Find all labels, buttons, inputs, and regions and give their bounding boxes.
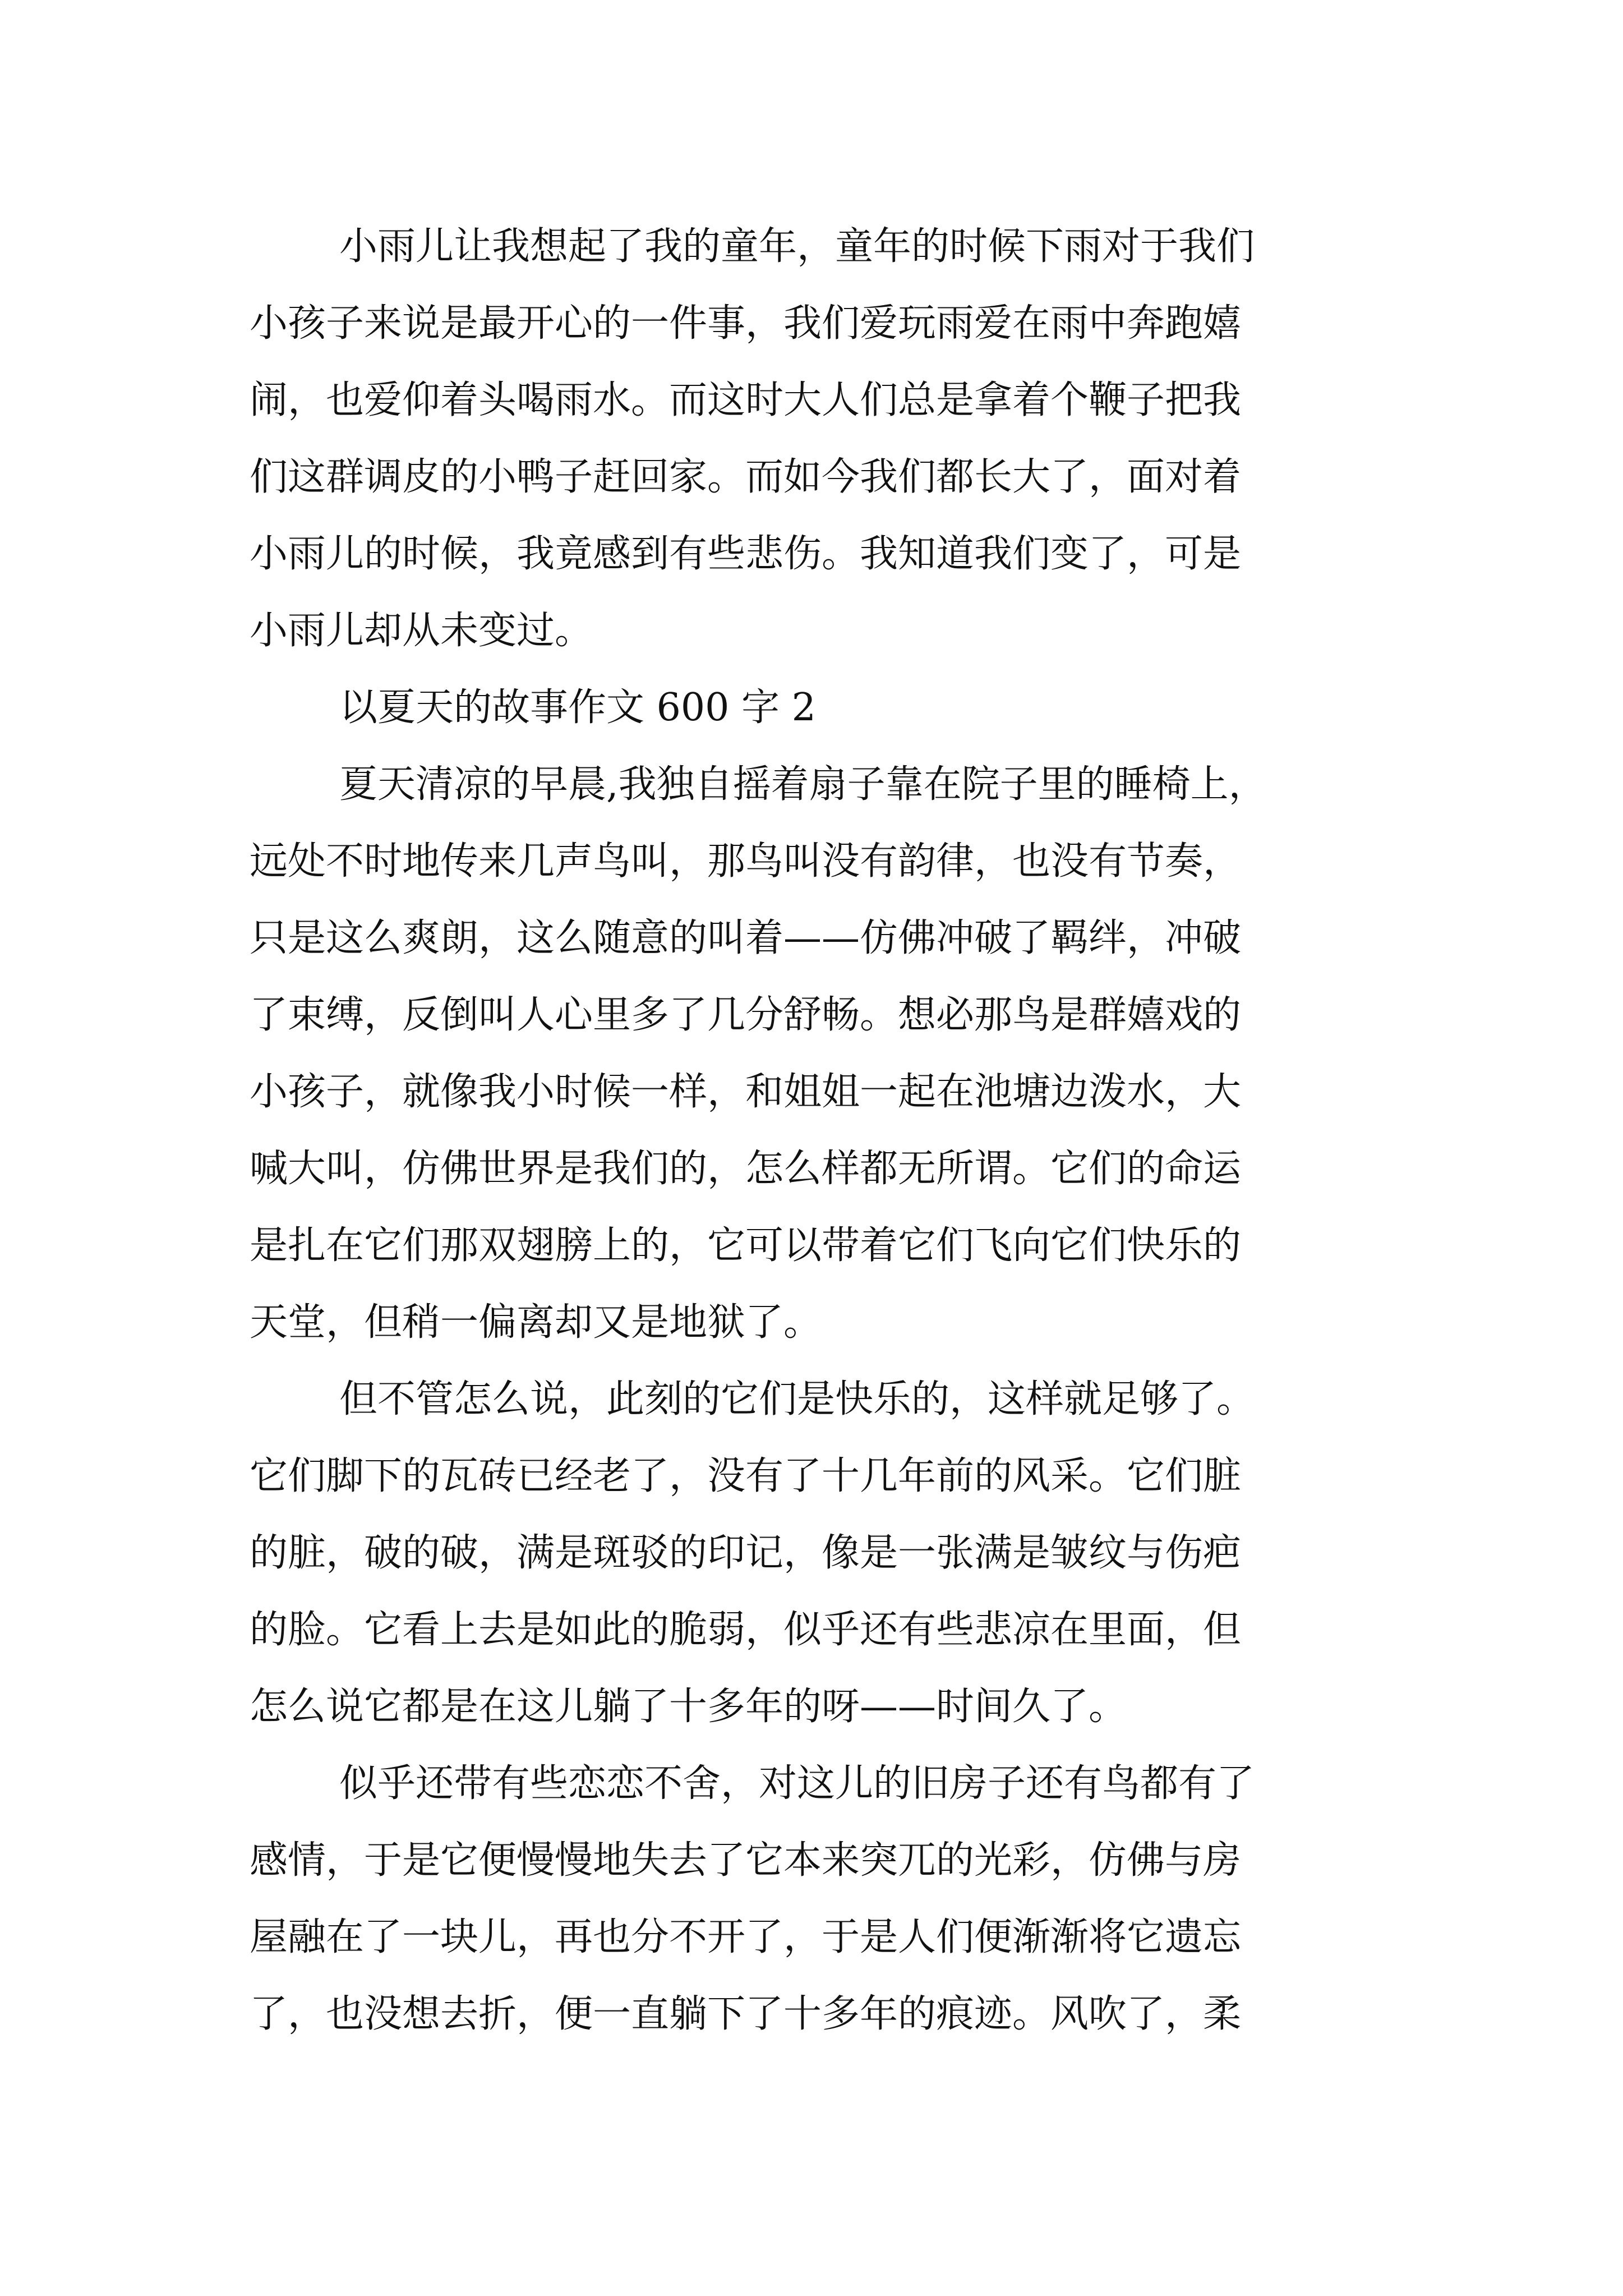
section-heading: 以夏天的故事作文 600 字 2 — [339, 685, 816, 730]
text-line: 小雨儿让我想起了我的童年，童年的时候下雨对于我们 — [339, 224, 1255, 269]
text-line: 怎么说它都是在这儿躺了十多年的呀——时间久了。 — [250, 1685, 1127, 1729]
text-line: 的脸。它看上去是如此的脆弱，似乎还有些悲凉在里面，但 — [250, 1608, 1242, 1652]
text-line: 屋融在了一块儿，再也分不开了，于是人们便渐渐将它遗忘 — [250, 1915, 1242, 1959]
text-line: 似乎还带有些恋恋不舍，对这儿的旧房子还有鸟都有了 — [339, 1761, 1255, 1806]
text-line: 感情，于是它便慢慢地失去了它本来突兀的光彩，仿佛与房 — [250, 1838, 1242, 1883]
text-line: 小雨儿却从未变过。 — [250, 609, 593, 653]
text-line: 闹，也爱仰着头喝雨水。而这时大人们总是拿着个鞭子把我 — [250, 378, 1242, 422]
text-line: 是扎在它们那双翅膀上的，它可以带着它们飞向它们快乐的 — [250, 1223, 1242, 1268]
text-line: 但不管怎么说，此刻的它们是快乐的，这样就足够了。 — [339, 1377, 1255, 1421]
text-line: 它们脚下的瓦砖已经老了，没有了十几年前的风采。它们脏 — [250, 1454, 1242, 1498]
text-line: 了束缚，反倒叫人心里多了几分舒畅。想必那鸟是群嬉戏的 — [250, 993, 1242, 1037]
text-line: 远处不时地传来几声鸟叫，那鸟叫没有韵律，也没有节奏， — [250, 839, 1242, 884]
text-line: 小孩子，就像我小时候一样，和姐姐一起在池塘边泼水，大 — [250, 1070, 1242, 1114]
text-line: 小孩子来说是最开心的一件事，我们爱玩雨爱在雨中奔跑嬉 — [250, 301, 1242, 346]
text-line: 的脏，破的破，满是斑驳的印记，像是一张满是皱纹与伤疤 — [250, 1531, 1242, 1575]
text-line: 了，也没想去折，便一直躺下了十多年的痕迹。风吹了，柔 — [250, 1992, 1242, 2036]
text-line: 们这群调皮的小鸭子赶回家。而如今我们都长大了，面对着 — [250, 455, 1242, 499]
text-line: 喊大叫，仿佛世界是我们的，怎么样都无所谓。它们的命运 — [250, 1147, 1242, 1191]
text-line: 只是这么爽朗，这么随意的叫着——仿佛冲破了羁绊，冲破 — [250, 916, 1242, 960]
text-line: 小雨儿的时候，我竟感到有些悲伤。我知道我们变了，可是 — [250, 532, 1242, 576]
text-line: 天堂，但稍一偏离却又是地狱了。 — [250, 1300, 822, 1345]
text-line: 夏天清凉的早晨,我独自摇着扇子靠在院子里的睡椅上， — [339, 762, 1267, 807]
